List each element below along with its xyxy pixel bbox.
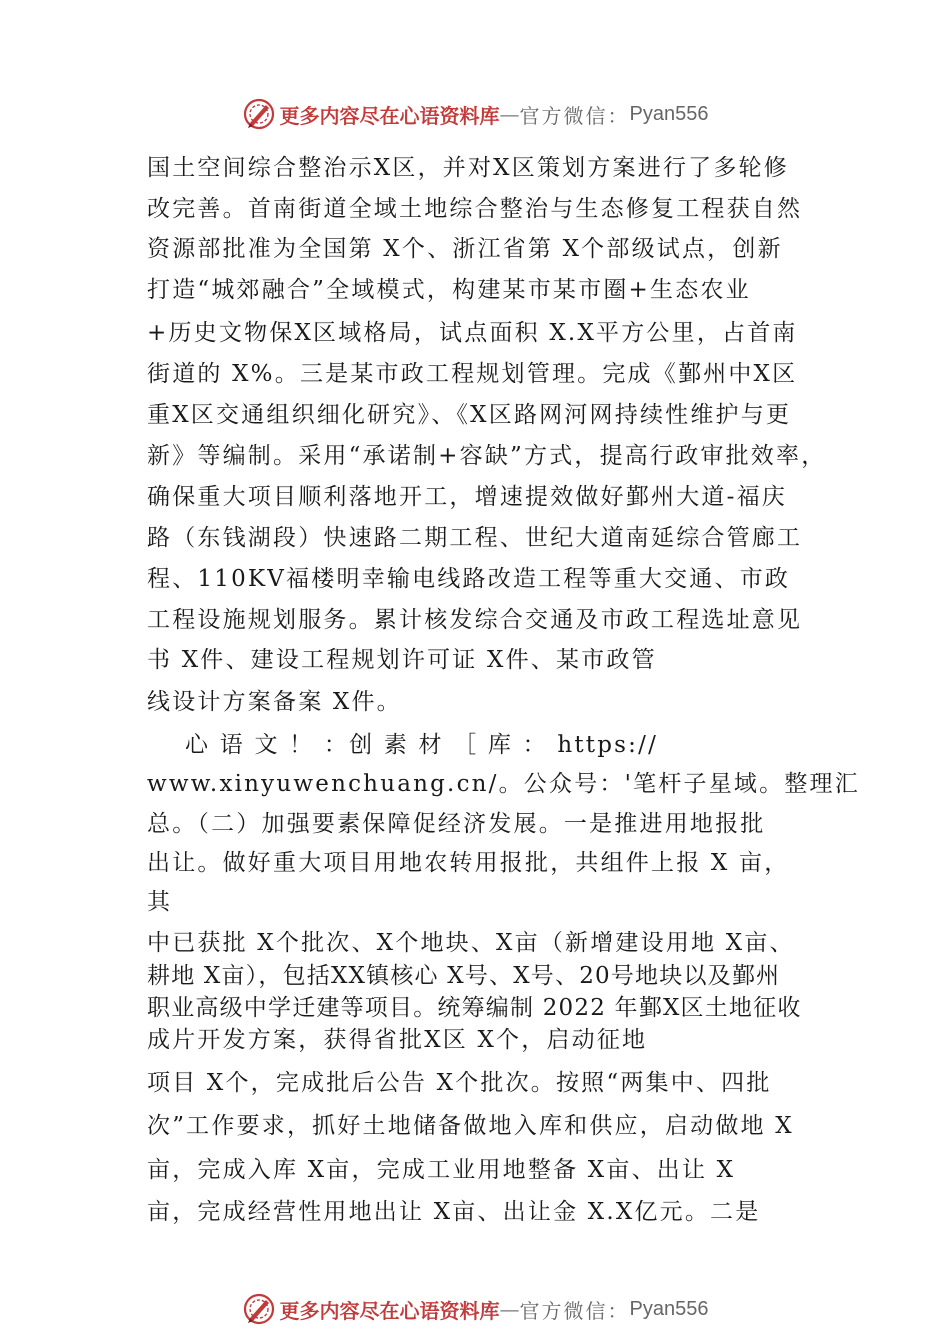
footer-contact-text: 官方微信： [519,1298,630,1323]
body-line: www.xinyuwenchuang.cn/。公众号：'笔杆子星域。整理汇 [147,771,860,797]
body-line: +历史文物保X区域格局，试点面积 X.X平方公里，占首南 [147,320,798,346]
body-line: 确保重大项目顺利落地开工，增速提效做好鄞州大道-福庆 [147,484,787,510]
pen-logo-icon [242,97,276,131]
header-banner [0,94,950,134]
body-line: 成片开发方案，获得省批X区 X个，启动征地 [147,1027,648,1053]
body-line: 街道的 X%。三是某市政工程规划管理。完成《鄞州中X区 [147,361,798,387]
body-line: 项目 X个，完成批后公告 X个批次。按照“两集中、四批 [147,1070,772,1096]
body-line: 新》等编制。采用“承诺制+容缺”方式，提高行政审批效率， [147,443,827,469]
body-line: 重X区交通组织细化研究》、《X区路网河网持续性维护与更 [147,402,792,428]
body-line: 路（东钱湖段）快速路二期工程、世纪大道南延综合管廊工 [147,525,803,551]
footer-site-text: 更多内容尽在心语资料库 [279,1298,500,1323]
body-line: 程、110KV福楼明幸输电线路改造工程等重大交通、市政 [147,566,791,592]
body-line: 职业高级中学迁建等项目。统筹编制 2022 年鄞X区土地征收 [147,995,802,1021]
body-line: 耕地 X亩），包括XX镇核心 X号、X号、20号地块以及鄞州 [147,963,781,989]
body-line: 改完善。首南街道全域土地综合整治与生态修复工程获自然 [147,196,803,222]
body-line: 出让。做好重大项目用地农转用报批，共组件上报 X 亩， [147,850,790,876]
header-dash: — [499,102,520,126]
body-line: 线设计方案备案 X件。 [147,689,402,715]
footer-dash: — [499,1297,520,1321]
body-line: 打造“城郊融合”全域模式，构建某市某市圈+生态农业 [147,277,751,303]
body-line: 总。（二）加强要素保障促经济发展。一是推进用地报批 [147,811,766,837]
body-line: 次”工作要求，抓好土地储备做地入库和供应，启动做地 X [147,1113,794,1139]
body-line: 资源部批准为全国第 X个、浙江省第 X个部级试点，创新 [147,236,783,262]
footer-banner [0,1289,950,1329]
body-line: 亩，完成入库 X亩，完成工业用地整备 X亩、出让 X [147,1157,736,1183]
header-contact-text: 官方微信： [519,103,630,128]
body-line: 书 X件、建设工程规划许可证 X件、某市政管 [147,647,657,673]
header-wechat-id: Pyan556 [629,102,709,125]
body-line: 国土空间综合整治示X区，并对X区策划方案进行了多轮修 [147,155,789,181]
body-line: 其 [147,889,173,915]
body-line: 亩，完成经营性用地出让 X亩、出让金 X.X亿元。二是 [147,1199,761,1225]
footer-wechat-id: Pyan556 [629,1297,709,1320]
body-line: 心 语 文 ！ ：创 素 材 ［ 库 ： https:// [147,732,659,758]
body-line: 工程设施规划服务。累计核发综合交通及市政工程选址意见 [147,607,803,633]
header-site-text: 更多内容尽在心语资料库 [279,103,500,128]
pen-logo-icon [242,1292,276,1326]
body-line: 中已获批 X个批次、X个地块、X亩（新增建设用地 X亩、 [147,930,795,956]
